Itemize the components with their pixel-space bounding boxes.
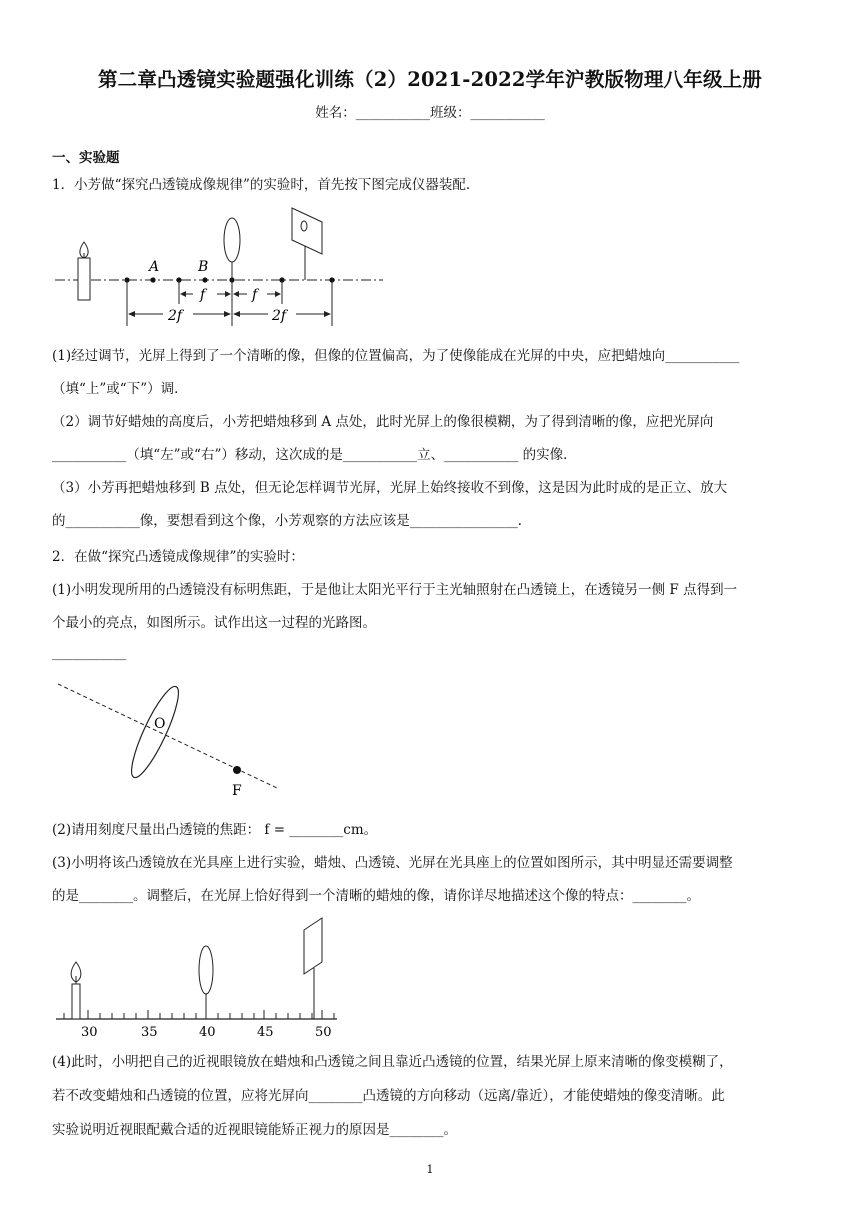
light-screen-icon bbox=[304, 918, 322, 1019]
q1-part1-line1: (1)经过调节，光屏上得到了一个清晰的像，但像的位置偏高，为了使像能成在光屏的中央，应把蜡烛向___________ bbox=[52, 348, 740, 364]
tick-30: 30 bbox=[81, 1025, 98, 1040]
point-a-label: A bbox=[149, 259, 160, 275]
q2-answer-blank: ___________ bbox=[52, 645, 127, 661]
convex-lens-icon bbox=[124, 682, 186, 782]
q2-part4-line1: (4)此时，小明把自己的近视眼镜放在蜡烛和凸透镜之间且靠近凸透镜的位置，结果光屏上原来清晰的像变模糊了， bbox=[52, 1054, 733, 1070]
point-b-label: B bbox=[198, 259, 209, 275]
candle-icon bbox=[71, 962, 81, 1019]
section-heading: 一、实验题 bbox=[52, 150, 120, 166]
q2-part1-line2: 个最小的亮点，如图所示。试作出这一过程的光路图。 bbox=[52, 615, 376, 631]
q1-part1-line2: （填“上”或“下”）调． bbox=[52, 381, 188, 397]
point-o-label: O bbox=[154, 716, 166, 732]
page-title: 第二章凸透镜实验题强化训练（2）2021-2022学年沪教版物理八年级上册 bbox=[97, 68, 763, 91]
q1-figure bbox=[50, 204, 390, 334]
light-screen-icon bbox=[292, 208, 322, 280]
tick-45: 45 bbox=[257, 1025, 274, 1040]
principal-axis bbox=[58, 684, 277, 788]
tick-50: 50 bbox=[315, 1025, 332, 1040]
convex-lens-icon bbox=[224, 218, 240, 280]
q2-part4-line2: 若不改变蜡烛和凸透镜的位置，应将光屏向________凸透镜的方向移动（远离/靠近），才能使蜡烛的像变清晰。此 bbox=[52, 1088, 725, 1104]
f-label-right: f bbox=[252, 287, 258, 303]
q2-part4-line3: 实验说明近视眼配戴合适的近视眼镜能矫正视力的原因是________。 bbox=[52, 1122, 457, 1138]
tick-35: 35 bbox=[141, 1025, 158, 1040]
two-f-label-right: 2f bbox=[272, 308, 287, 324]
q1-part3-line1: （3）小芳再把蜡烛移到 B 点处，但无论怎样调节光屏，光屏上始终接收不到像，这是因为此时成的是正立、放大 bbox=[52, 480, 728, 496]
q1-part2-line2: ___________（填“左”或“右”）移动，这次成的是___________立、___________ 的实像． bbox=[52, 447, 577, 463]
q1-part3-line2: 的___________像，要想看到这个像，小芳观察的方法应该是________________． bbox=[52, 513, 532, 529]
q2-stem: 2．在做“探究凸透镜成像规律”的实验时： bbox=[52, 549, 304, 565]
q2-bench-figure bbox=[52, 912, 352, 1042]
name-class-line: 姓名：___________班级：___________ bbox=[315, 105, 545, 121]
q1-stem: 1．小芳做“探究凸透镜成像规律”的实验时，首先按下图完成仪器装配． bbox=[52, 177, 480, 193]
candle-icon bbox=[78, 242, 90, 300]
convex-lens-icon bbox=[199, 946, 213, 1019]
page-number: 1 bbox=[426, 1163, 434, 1176]
f-label-left: f bbox=[200, 287, 206, 303]
q2-part3-line2: 的是________。调整后，在光屏上恰好得到一个清晰的蜡烛的像，请你详尽地描述这个像的特点：________。 bbox=[52, 888, 700, 904]
two-f-label-left: 2f bbox=[168, 308, 183, 324]
q2-part3-line1: (3)小明将该凸透镜放在光具座上进行实验，蜡烛、凸透镜、光屏在光具座上的位置如图所示，其中明显还需要调整 bbox=[52, 855, 733, 871]
q2-part1-line1: (1)小明发现所用的凸透镜没有标明焦距，于是他让太阳光平行于主光轴照射在凸透镜上，在透镜另一侧 F 点得到一 bbox=[52, 582, 738, 598]
q1-part2-line1: （2）调节好蜡烛的高度后，小芳把蜡烛移到 A 点处，此时光屏上的像很模糊，为了得到清晰的像，应把光屏向 bbox=[52, 414, 714, 430]
tick-40: 40 bbox=[199, 1025, 216, 1040]
focal-point bbox=[233, 766, 241, 774]
point-f-label: F bbox=[232, 783, 242, 799]
q2-lens-figure bbox=[52, 674, 292, 804]
q2-part2: (2)请用刻度尺量出凸透镜的焦距： f = ________cm。 bbox=[52, 822, 378, 838]
